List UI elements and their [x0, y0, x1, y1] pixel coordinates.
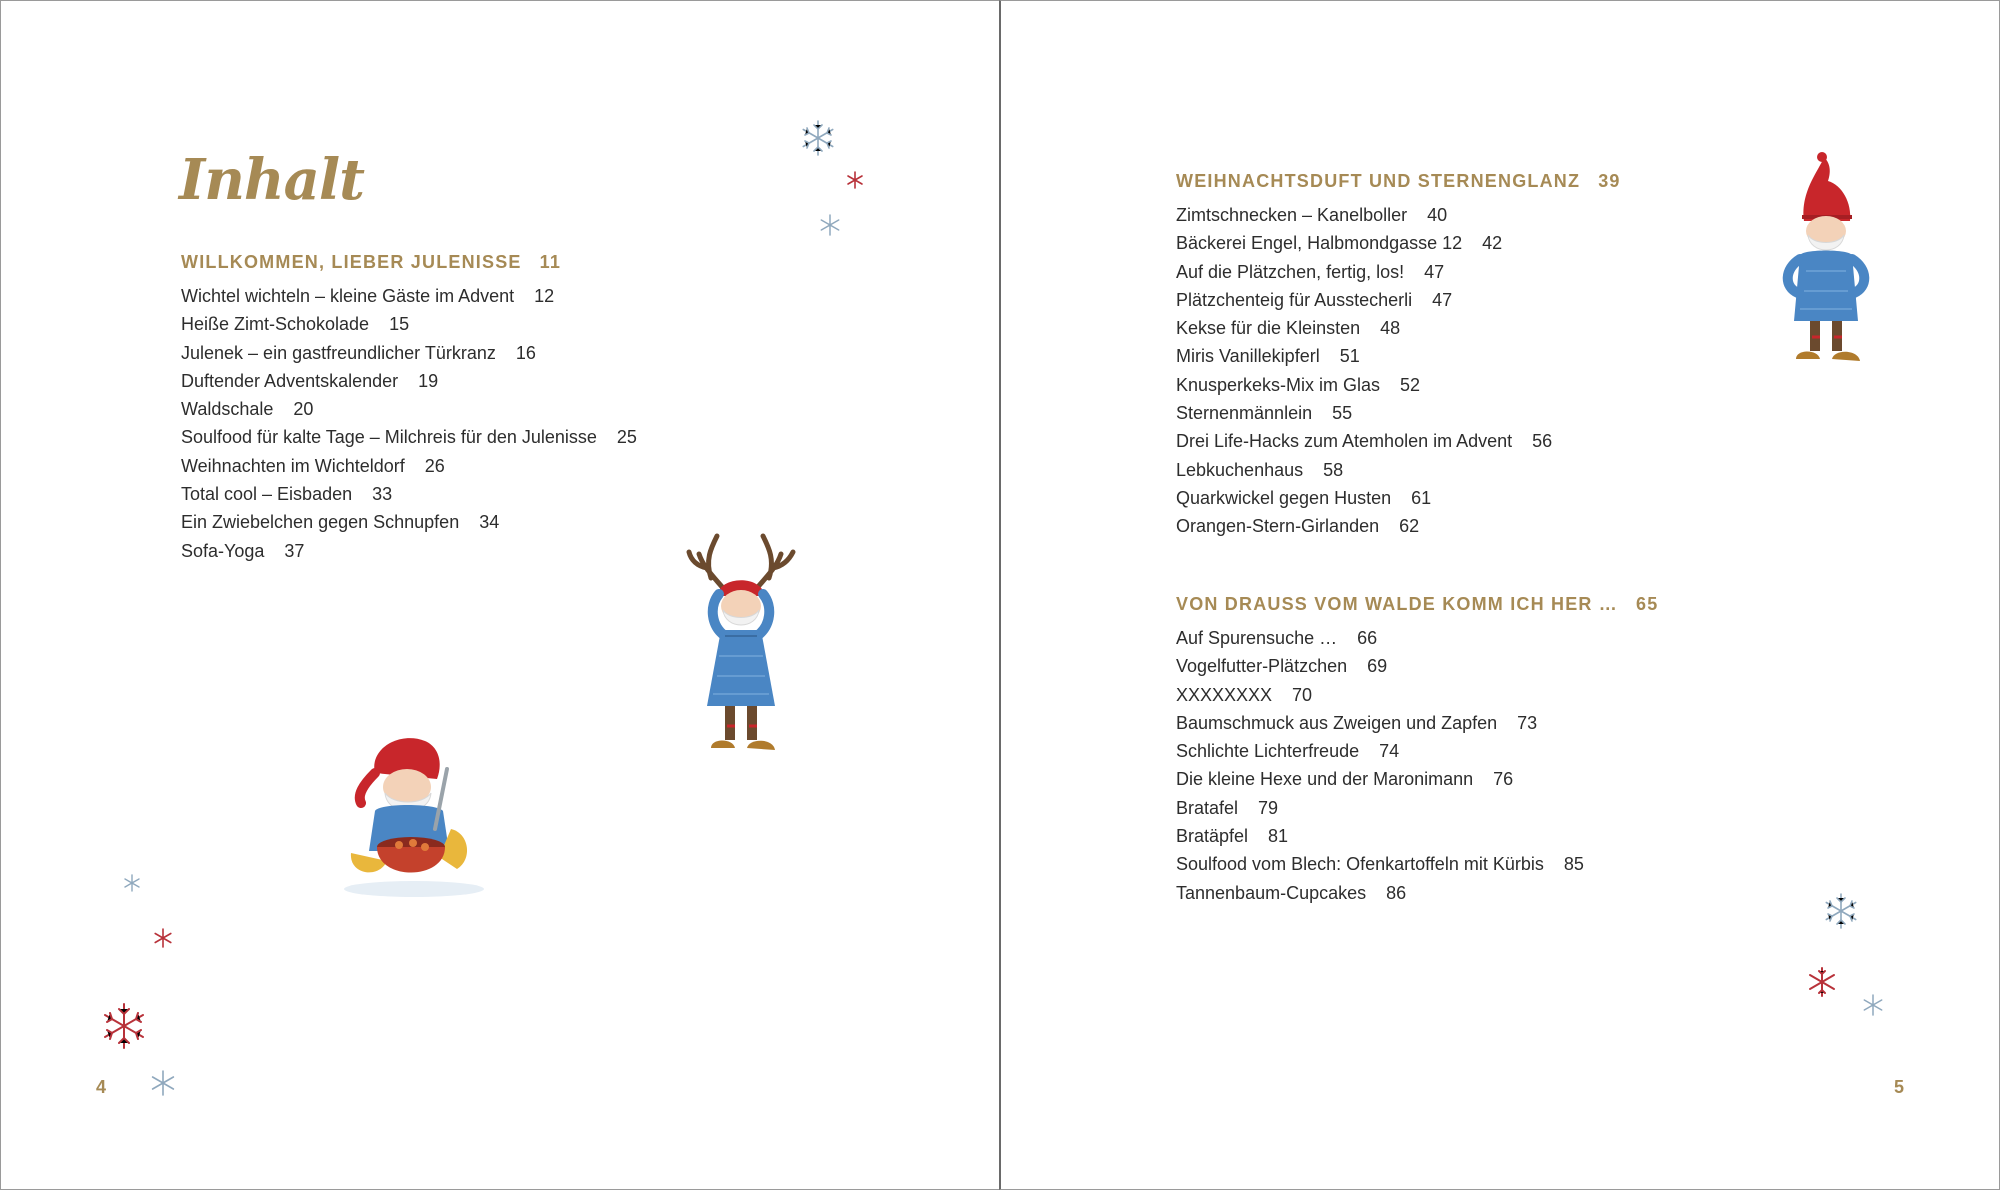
- toc-entry: [1176, 822, 1658, 850]
- toc-entry-page: 86: [1386, 882, 1407, 903]
- page-number: 5: [1894, 1077, 1905, 1097]
- toc-entry-page: 51: [1339, 346, 1360, 367]
- toc-entry-page: 33: [372, 484, 393, 505]
- toc-entry-page: 47: [1424, 261, 1445, 282]
- toc-entry-label: Kekse für die Kleinsten: [1176, 318, 1361, 339]
- snowflake-icon: [99, 1001, 149, 1051]
- toc-entry: [181, 537, 637, 565]
- toc-entry: [181, 508, 637, 536]
- toc-entry-label: Soulfood vom Blech: Ofenkartoffeln mit Kürbis: [1176, 854, 1544, 875]
- toc-entry-label: Tannenbaum-Cupcakes: [1176, 882, 1367, 903]
- toc-entry: [1176, 512, 1621, 540]
- toc-entry-page: 12: [534, 286, 555, 306]
- toc-entry: [1176, 258, 1621, 286]
- toc-entry: [1176, 342, 1621, 370]
- toc-entry-page: 61: [1411, 487, 1432, 508]
- section-heading: [1176, 590, 1658, 618]
- snowflake-icon: [846, 171, 864, 189]
- toc-entry-label: Bäckerei Engel, Halbmondgasse 12: [1176, 233, 1463, 254]
- left-page: [0, 0, 999, 1190]
- toc-entry-label: Vogelfutter-Plätzchen: [1176, 656, 1348, 677]
- toc-entry: [1176, 427, 1621, 455]
- toc-entry-label: Bratafel: [1176, 797, 1239, 818]
- toc-entry-label: Miris Vanillekipferl: [1176, 346, 1320, 367]
- toc-entry: [181, 452, 637, 480]
- toc-entry: [1176, 624, 1658, 652]
- toc-entry-page: 47: [1432, 289, 1453, 310]
- toc-entry-page: 19: [418, 370, 439, 391]
- toc-entry-page: 48: [1380, 318, 1401, 339]
- toc-entry-page: 73: [1517, 712, 1538, 733]
- toc-entry: [1176, 371, 1621, 399]
- section-heading-page: 11: [539, 252, 562, 272]
- toc-entry-label: Waldschale: [181, 399, 274, 420]
- toc-entry-page: 16: [515, 342, 536, 363]
- toc-list: [1176, 201, 1621, 541]
- toc-entry-page: 25: [616, 427, 637, 448]
- snowflake-icon: [149, 1069, 177, 1097]
- toc-entry-page: 34: [479, 512, 500, 533]
- toc-entry-label: Auf Spurensuche …: [1176, 628, 1338, 648]
- toc-entry-page: 66: [1357, 628, 1378, 648]
- toc-entry: [1176, 201, 1621, 229]
- toc-entry-page: 70: [1292, 684, 1313, 705]
- toc-entry: [1176, 456, 1621, 484]
- toc-entry: [181, 423, 637, 451]
- toc-entry: [1176, 709, 1658, 737]
- toc-entry: [1176, 229, 1621, 257]
- toc-entry-page: 81: [1268, 826, 1289, 847]
- toc-list: [1176, 624, 1658, 907]
- toc-entry: [1176, 879, 1658, 907]
- toc-entry-label: Lebkuchenhaus: [1176, 459, 1304, 480]
- toc-entry-page: 85: [1563, 854, 1584, 875]
- toc-entry-label: Total cool – Eisbaden: [181, 484, 353, 505]
- toc-entry: [181, 310, 637, 338]
- toc-section-weihnachtsduft: [1176, 167, 1621, 541]
- toc-entry-label: Duftender Adventskalender: [181, 370, 399, 391]
- toc-entry-label: Sofa-Yoga: [181, 540, 265, 561]
- toc-entry-label: Baumschmuck aus Zweigen und Zapfen: [1176, 712, 1498, 733]
- toc-entry: [1176, 681, 1658, 709]
- toc-entry-page: 42: [1482, 233, 1503, 254]
- toc-entry-label: Zimtschnecken – Kanelboller: [1176, 205, 1408, 225]
- toc-entry-label: Knusperkeks-Mix im Glas: [1176, 374, 1381, 395]
- toc-entry-label: Ein Zwiebelchen gegen Schnupfen: [181, 512, 460, 533]
- section-heading-text: WILLKOMMEN, LIEBER JULENISSE: [181, 252, 522, 272]
- toc-entry: [181, 339, 637, 367]
- snowflake-icon: [798, 118, 838, 158]
- toc-section-von-drauss: [1176, 590, 1658, 907]
- toc-entry: [1176, 652, 1658, 680]
- toc-entry-page: 40: [1427, 205, 1448, 225]
- section-heading-text: VON DRAUSS VOM WALDE KOMM ICH HER …: [1176, 594, 1619, 614]
- snowflake-icon: [1806, 966, 1838, 998]
- toc-entry: [181, 367, 637, 395]
- toc-entry-label: Die kleine Hexe und der Maronimann: [1176, 769, 1474, 790]
- gnome-stirring-pot-illustration: [339, 729, 489, 901]
- snowflake-icon: [123, 874, 141, 892]
- toc-entry-label: Plätzchenteig für Ausstecherli: [1176, 289, 1413, 310]
- toc-entry-label: Weihnachten im Wichteldorf: [181, 455, 405, 476]
- toc-entry-page: 62: [1399, 516, 1420, 537]
- toc-entry: [181, 480, 637, 508]
- toc-entry: [181, 395, 637, 423]
- toc-entry-page: 55: [1332, 403, 1353, 424]
- snowflake-icon: [1861, 993, 1885, 1017]
- toc-entry-label: Heiße Zimt-Schokolade: [181, 314, 370, 335]
- toc-entry: [1176, 765, 1658, 793]
- page-number: 4: [96, 1077, 107, 1097]
- toc-entry-label: Quarkwickel gegen Husten: [1176, 487, 1392, 508]
- toc-entry-page: 74: [1379, 741, 1400, 762]
- snowflake-icon: [1821, 891, 1861, 931]
- right-page: [999, 0, 2000, 1190]
- page-title: Inhalt: [179, 147, 365, 213]
- toc-entry-page: 69: [1367, 656, 1388, 677]
- toc-entry: [181, 282, 637, 310]
- toc-entry: [1176, 286, 1621, 314]
- toc-entry-page: 15: [389, 314, 410, 335]
- toc-entry-page: 58: [1323, 459, 1344, 480]
- toc-entry: [1176, 794, 1658, 822]
- toc-entry: [1176, 484, 1621, 512]
- gnome-standing-illustration: [1776, 151, 1876, 367]
- toc-entry-label: Schlichte Lichterfreude: [1176, 741, 1360, 762]
- toc-entry-page: 26: [424, 455, 445, 476]
- section-heading-text: WEIHNACHTSDUFT UND STERNENGLANZ: [1176, 171, 1581, 191]
- toc-entry-label: Orangen-Stern-Girlanden: [1176, 516, 1380, 537]
- toc-entry: [1176, 850, 1658, 878]
- toc-entry: [1176, 399, 1621, 427]
- section-heading-page: 65: [1636, 594, 1659, 614]
- toc-entry: [1176, 314, 1621, 342]
- gnome-with-antlers-illustration: [681, 526, 801, 786]
- toc-entry-label: Bratäpfel: [1176, 826, 1249, 847]
- toc-section-willkommen: [181, 248, 637, 565]
- toc-entry-label: XXXXXXXX: [1176, 684, 1273, 705]
- section-heading: [1176, 167, 1621, 195]
- toc-entry: [1176, 737, 1658, 765]
- toc-entry-label: Wichtel wichteln – kleine Gäste im Advent: [181, 286, 515, 306]
- toc-entry-label: Sternenmännlein: [1176, 403, 1313, 424]
- toc-entry-label: Soulfood für kalte Tage – Milchreis für den Julenisse: [181, 427, 597, 448]
- toc-entry-label: Julenek – ein gastfreundlicher Türkranz: [181, 342, 496, 363]
- toc-entry-page: 76: [1493, 769, 1514, 790]
- snowflake-icon: [153, 928, 173, 948]
- toc-entry-page: 52: [1400, 374, 1421, 395]
- section-heading-page: 39: [1598, 171, 1621, 191]
- section-heading: [181, 248, 637, 276]
- toc-entry-page: 37: [284, 540, 305, 561]
- toc-entry-page: 20: [293, 399, 314, 420]
- toc-entry-label: Auf die Plätzchen, fertig, los!: [1176, 261, 1405, 282]
- toc-entry-label: Drei Life-Hacks zum Atemholen im Advent: [1176, 431, 1513, 452]
- toc-entry-page: 79: [1258, 797, 1279, 818]
- toc-list: [181, 282, 637, 565]
- snowflake-icon: [819, 214, 841, 236]
- toc-entry-page: 56: [1532, 431, 1553, 452]
